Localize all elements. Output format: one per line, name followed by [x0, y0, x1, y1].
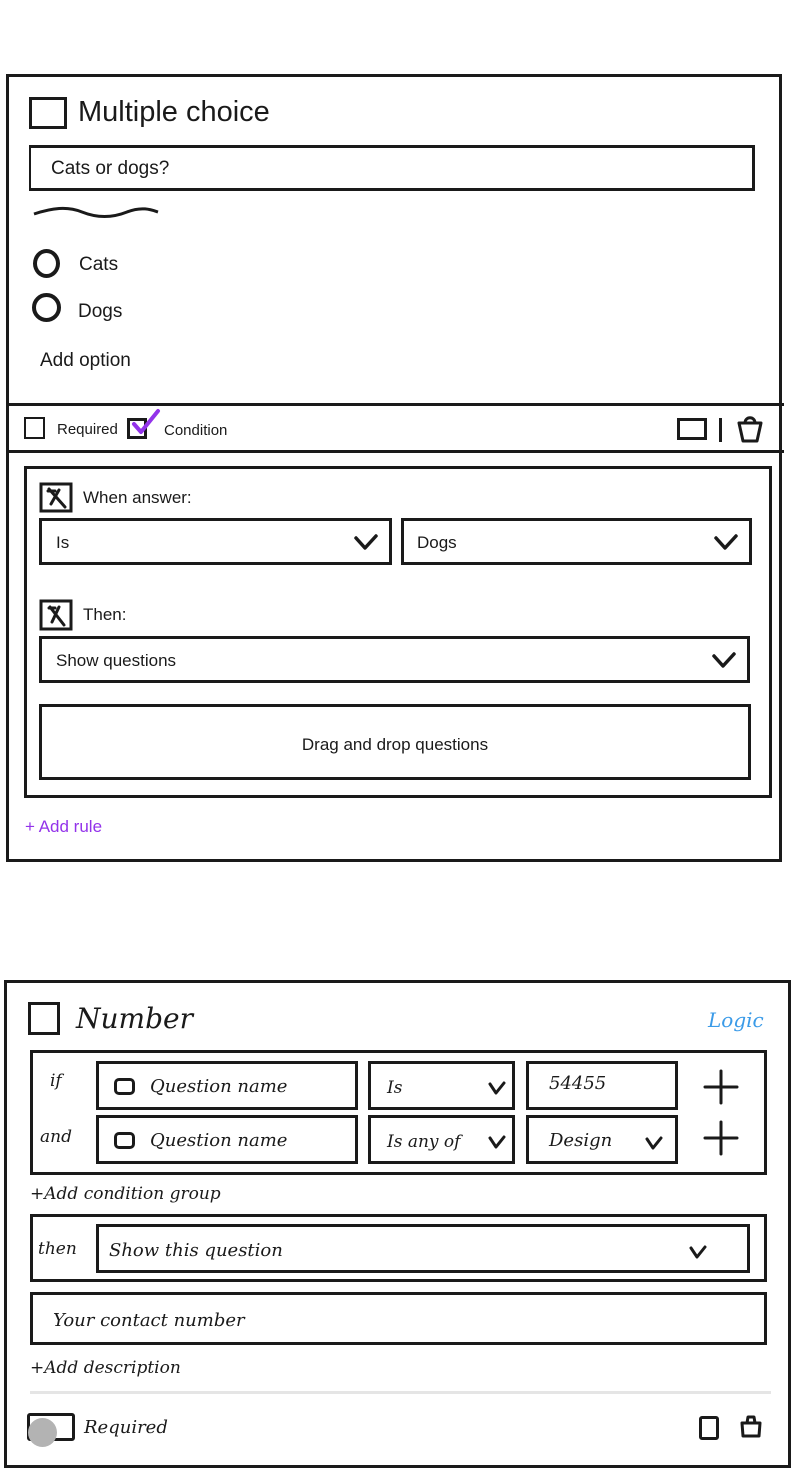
question-type-checkbox[interactable] — [28, 1002, 60, 1035]
when-label: When answer: — [83, 488, 192, 507]
chevron-down-icon — [711, 651, 737, 671]
chevron-down-icon — [713, 533, 739, 553]
required-checkbox[interactable] — [24, 417, 45, 439]
then-label: then — [38, 1239, 77, 1259]
action-value: Show questions — [56, 651, 177, 670]
divider — [6, 450, 784, 453]
condition-label: Condition — [164, 422, 228, 439]
value-input-value: 54455 — [549, 1073, 607, 1094]
conjunction-label: and — [40, 1127, 72, 1147]
add-description-button[interactable]: +Add description — [30, 1358, 181, 1378]
required-label: Required — [57, 421, 118, 438]
option-label: Cats — [79, 254, 119, 275]
toggle-knob — [28, 1418, 57, 1447]
trash-icon[interactable] — [739, 1413, 763, 1439]
card-title: Number — [76, 1002, 193, 1035]
add-option-button[interactable]: Add option — [40, 350, 131, 371]
checkmark-icon — [131, 408, 161, 436]
question-input[interactable] — [29, 145, 755, 191]
drop-zone[interactable] — [39, 704, 751, 780]
required-label: Required — [84, 1417, 168, 1438]
chevron-down-icon — [645, 1136, 663, 1151]
remove-condition-icon[interactable] — [39, 482, 74, 513]
operator-value: Is — [56, 533, 70, 552]
question-select[interactable] — [96, 1061, 358, 1110]
question-icon — [114, 1132, 135, 1149]
then-action-value: Show this question — [109, 1240, 283, 1261]
then-label: Then: — [83, 605, 127, 624]
value-select[interactable] — [526, 1115, 678, 1164]
operator-select[interactable] — [368, 1061, 515, 1110]
divider — [30, 1391, 771, 1394]
radio-icon[interactable] — [33, 249, 60, 278]
answer-input[interactable] — [30, 1292, 767, 1345]
answer-input-placeholder: Your contact number — [53, 1310, 245, 1331]
required-toggle[interactable] — [27, 1413, 75, 1441]
chevron-down-icon — [353, 533, 379, 553]
duplicate-icon[interactable] — [677, 418, 707, 440]
card-title: Multiple choice — [78, 96, 270, 128]
question-select-value: Question name — [150, 1130, 288, 1151]
separator-icon — [719, 418, 722, 442]
answer-select[interactable] — [401, 518, 752, 565]
chevron-down-icon — [488, 1135, 506, 1150]
value-select-value: Design — [549, 1130, 613, 1151]
add-condition-icon[interactable] — [703, 1120, 739, 1156]
action-select[interactable] — [39, 636, 750, 683]
add-rule-button[interactable]: + Add rule — [25, 817, 103, 836]
option-label: Dogs — [78, 301, 123, 322]
add-condition-group-button[interactable]: +Add condition group — [30, 1184, 221, 1204]
add-condition-icon[interactable] — [703, 1069, 739, 1105]
question-select-value: Question name — [150, 1076, 288, 1097]
question-input-value: Cats or dogs? — [51, 158, 170, 179]
option-item[interactable] — [32, 246, 232, 282]
duplicate-icon[interactable] — [699, 1416, 719, 1440]
question-type-checkbox[interactable] — [29, 97, 67, 129]
drop-zone-label: Drag and drop questions — [301, 735, 489, 754]
option-item[interactable] — [32, 290, 232, 326]
chevron-down-icon — [689, 1245, 707, 1260]
radio-icon[interactable] — [32, 293, 61, 322]
operator-select[interactable] — [39, 518, 392, 565]
operator-value: Is any of — [387, 1132, 461, 1152]
remove-action-icon[interactable] — [39, 599, 74, 631]
logic-link[interactable]: Logic — [708, 1008, 764, 1032]
answer-value: Dogs — [417, 533, 457, 552]
value-input[interactable] — [526, 1061, 678, 1110]
divider — [6, 403, 784, 406]
conjunction-label: if — [50, 1071, 62, 1091]
chevron-down-icon — [488, 1081, 506, 1096]
operator-value: Is — [387, 1078, 403, 1098]
then-action-select[interactable] — [96, 1224, 750, 1273]
squiggle-decoration — [32, 204, 162, 222]
question-select[interactable] — [96, 1115, 358, 1164]
operator-select[interactable] — [368, 1115, 515, 1164]
trash-icon[interactable] — [735, 412, 765, 444]
question-icon — [114, 1078, 135, 1095]
